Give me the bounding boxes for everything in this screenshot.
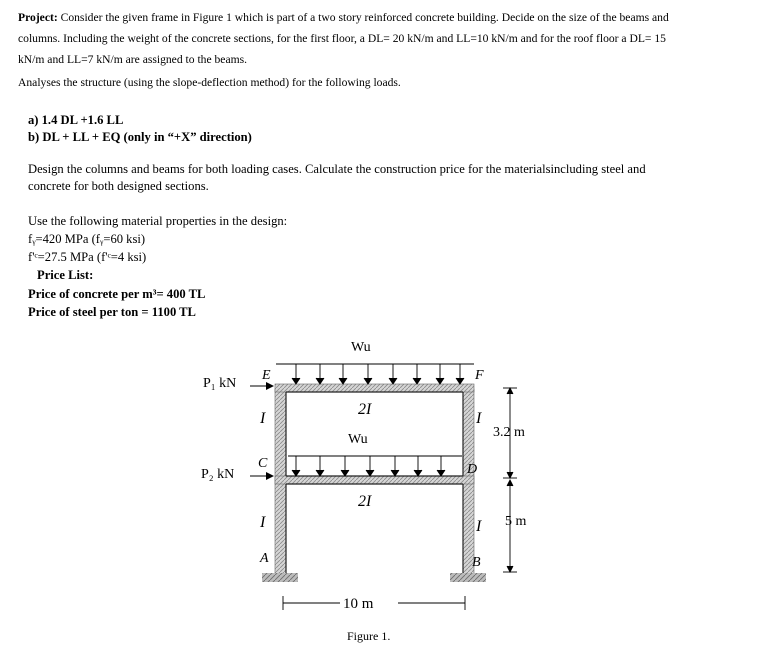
node-d-label: D [467,462,478,477]
p1-label: P₁ kN [203,376,237,391]
problem-text-1: Consider the given frame in Figure 1 which is part of a two story reinforced concrete building. Decide on the size of the beams and [60,11,669,24]
node-f-label: F [475,368,484,383]
concrete-price: Price of concrete per m³= 400 TL [28,287,206,301]
floor-beam-inertia: 2I [358,493,372,510]
wu-top-label: Wu [351,340,371,355]
col-right-upper-inertia: I [476,410,482,427]
load-case-a: a) 1.4 DL +1.6 LL [28,113,124,127]
roof-beam [275,384,474,392]
materials-intro: Use the following material properties in the design: [28,214,288,228]
support-a [262,573,298,582]
dim-upper-label: 3.2 m [493,425,525,440]
problem-line-2: columns. Including the weight of the concrete sections, for the first floor, a DL= 20 kN/m and LL=10 kN/m and for the roof floor a DL= 15 [18,32,666,45]
lateral-load-p1 [250,382,274,390]
fy-value: fᵧ=420 MPa (fᵧ=60 ksi) [28,232,146,246]
node-e-label: E [262,368,271,383]
load-case-b: b) DL + LL + EQ (only in “+X” direction) [28,130,252,144]
lateral-load-p2 [250,472,274,480]
dimension-vertical [503,388,517,572]
node-b-label: B [472,555,481,570]
col-left-upper-inertia: I [260,410,266,427]
col-left-lower-inertia: I [260,514,266,531]
roof-beam-inertia: 2I [358,401,372,418]
analyse-line: Analyses the structure (using the slope-deflection method) for the following loads. [18,76,401,89]
project-label: Project: [18,11,58,24]
wu-mid-label: Wu [348,432,368,447]
price-list-heading: Price List: [37,268,94,282]
dim-span-label: 10 m [343,596,374,612]
dimension-horizontal [283,596,465,610]
floor-load-arrows [288,456,462,476]
figure-caption: Figure 1. [347,629,391,643]
p2-label: P₂ kN [201,467,235,482]
fc-value: f'ᶜ=27.5 MPa (f'ᶜ=4 ksi) [28,250,147,264]
col-right-lower-inertia: I [476,518,482,535]
problem-line-3: kN/m and LL=7 kN/m are assigned to the beams. [18,53,248,66]
design-line-2: concrete for both designed sections. [28,179,209,193]
support-b [450,573,486,582]
node-a-label: A [260,551,269,566]
floor-beam [275,476,474,484]
roof-load-arrows [276,364,474,384]
design-line-1: Design the columns and beams for both loading cases. Calculate the construction price for the materialsincluding steel and [28,162,646,176]
steel-price: Price of steel per ton = 1100 TL [28,305,196,319]
dim-lower-label: 5 m [505,514,527,529]
node-c-label: C [258,456,268,471]
